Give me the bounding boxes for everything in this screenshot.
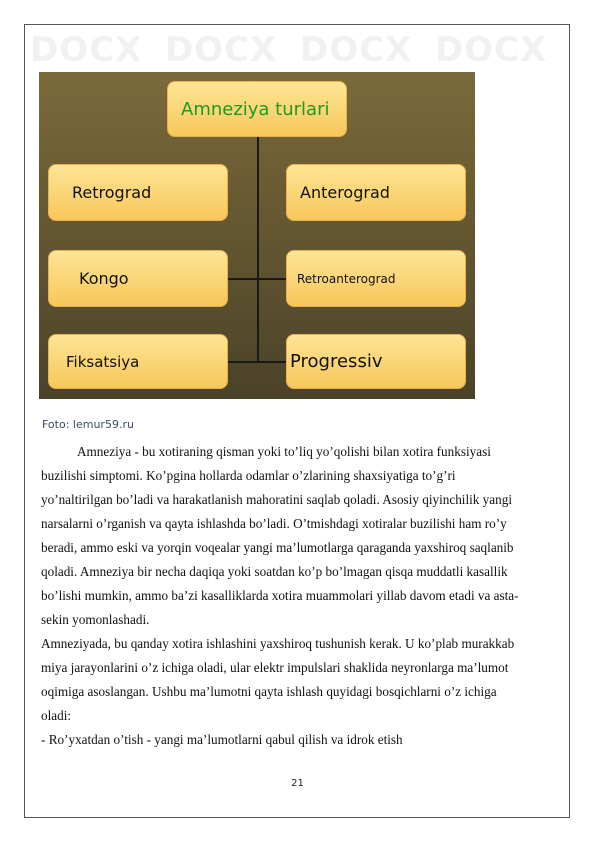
node-label: Anterograd xyxy=(300,183,390,202)
paragraph-line: qoladi. Amneziya bir necha daqiqa yoki soatdan ko’p bo’lmagan qisqa muddatli kasallik xyxy=(41,564,508,579)
root-label: Amneziya turlari xyxy=(181,98,330,120)
paragraph-line: yo’naltirilgan bo’ladi va harakatlanish mahoratini saqlab qoladi. Asosiy qiyinchilik yangi xyxy=(41,492,512,507)
node-label: Kongo xyxy=(79,269,129,288)
watermark-text: DOCX xyxy=(165,30,278,70)
watermark-text: DOCX xyxy=(435,30,548,70)
watermark-text: DOCX xyxy=(300,30,413,70)
node-right-3 xyxy=(286,334,466,389)
paragraph-line: miya jarayonlarini o’z ichiga oladi, ular elektr impulslari shaklida neyronlarga ma’lumot xyxy=(41,660,509,675)
page-number: 21 xyxy=(291,778,304,789)
node-left-3 xyxy=(48,334,228,389)
watermark-text: DOCX xyxy=(30,30,143,70)
node-label: Progressiv xyxy=(290,351,383,372)
paragraph-line: Amneziya - bu xotiraning qisman yoki to’liq yo’qolishi bilan xotira funksiyasi xyxy=(77,444,491,459)
paragraph-line: narsalarni o’rganish va qayta ishlashda bo’ladi. O’tmishdagi xotiralar buzilishi ham ro’y xyxy=(41,516,507,531)
paragraph-line: oqimiga asoslangan. Ushbu ma’lumotni qayta ishlash quyidagi bosqichlarni o’z ichiga xyxy=(41,684,497,699)
node-label: Retrograd xyxy=(72,183,152,202)
paragraph-line: sekin yomonlashadi. xyxy=(41,612,150,627)
node-left-1 xyxy=(48,164,228,221)
connector-bottom xyxy=(227,361,287,363)
node-left-2 xyxy=(48,250,228,307)
paragraph-line: Amneziyada, bu qanday xotira ishlashini yaxshiroq tushunish kerak. U ko’plab murakkab xyxy=(41,636,515,651)
paragraph-line: - Ro’yxatdan o’tish - yangi ma’lumotlarni qabul qilish va idrok etish xyxy=(41,732,403,747)
paragraph-line: bo’lishi mumkin, ammo ba’zi kasalliklarda xotira muammolari yillab davom etadi va asta- xyxy=(41,588,519,603)
paragraph-line: oladi: xyxy=(41,708,72,723)
node-right-1 xyxy=(286,164,466,221)
diagram-root-node xyxy=(167,81,347,137)
figure-caption: Foto: lemur59.ru xyxy=(42,418,134,431)
node-label: Fiksatsiya xyxy=(66,352,140,371)
node-right-2 xyxy=(286,250,466,307)
paragraph-line: beradi, ammo eski va yorqin voqealar yangi ma’lumotlarga qaraganda yaxshiroq saqlanib xyxy=(41,540,514,555)
amnesia-types-diagram xyxy=(39,72,475,399)
node-label: Retroanterograd xyxy=(297,271,396,286)
connector-trunk xyxy=(257,136,259,361)
connector-middle xyxy=(227,278,287,280)
paragraph-line: buzilishi simptomi. Ko’pgina hollarda odamlar o’zlarining shaxsiyatiga to’g’ri xyxy=(41,468,456,483)
